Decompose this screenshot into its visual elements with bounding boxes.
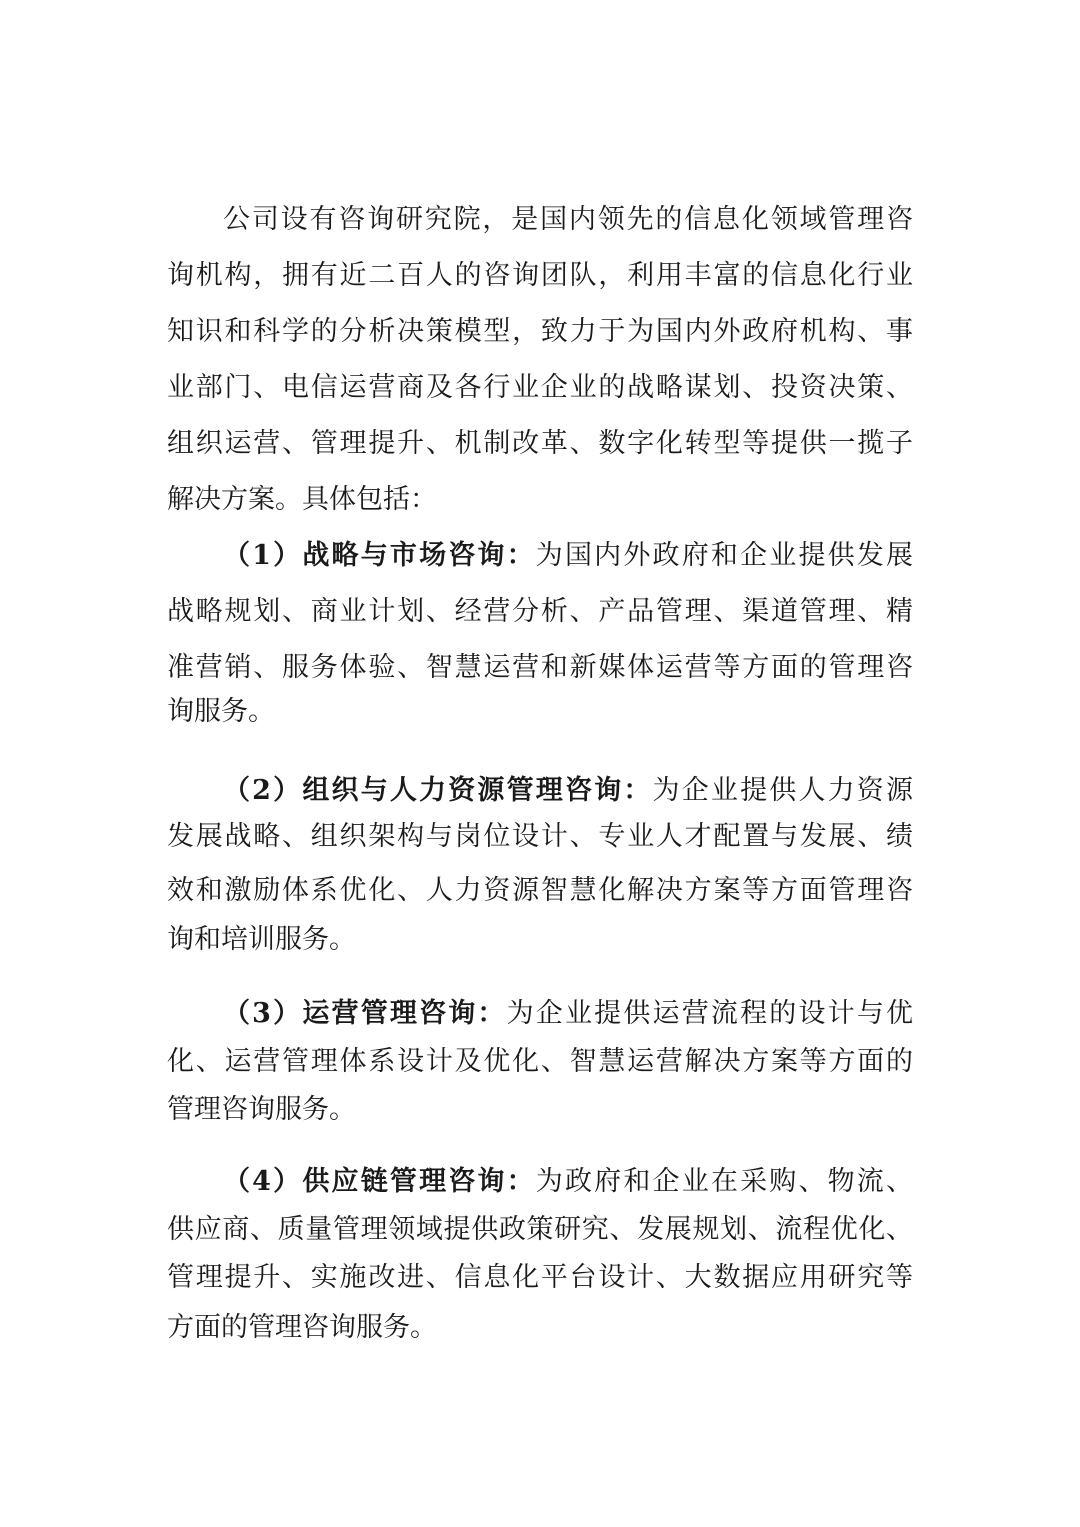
intro-line-2: 询机构，拥有近二百人的咨询团队，利用丰富的信息化行业 [167, 260, 913, 291]
item-3-line-3: 管理咨询服务。 [167, 1094, 356, 1125]
item-4-line-3: 管理提升、实施改进、信息化平台设计、大数据应用研究等 [167, 1262, 913, 1293]
item-4-first-text: 为政府和企业在采购、物流、 [535, 1166, 913, 1197]
item-2-first-text: 为企业提供人力资源 [652, 775, 913, 806]
intro-line-5: 组织运营、管理提升、机制改革、数字化转型等提供一揽子 [167, 428, 913, 459]
item-3-first-line [223, 992, 913, 1036]
intro-line-3: 知识和科学的分析决策模型，致力于为国内外政府机构、事 [167, 316, 913, 347]
item-1-first-text: 为国内外政府和企业提供发展 [535, 540, 913, 571]
item-1-line-2: 战略规划、商业计划、经营分析、产品管理、渠道管理、精 [167, 596, 913, 627]
item-3-first-text: 为企业提供运营流程的设计与优 [506, 998, 913, 1029]
item-1-heading: （1）战略与市场咨询： [223, 540, 536, 571]
item-2-line-3: 效和激励体系优化、人力资源智慧化解决方案等方面管理咨 [167, 875, 913, 906]
item-2-heading: （2）组织与人力资源管理咨询： [223, 775, 653, 806]
item-1-line-4: 询服务。 [167, 696, 275, 727]
item-2-line-2: 发展战略、组织架构与岗位设计、专业人才配置与发展、绩 [167, 821, 913, 852]
intro-line-6: 解决方案。具体包括： [167, 484, 437, 515]
item-3-line-2: 化、运营管理体系设计及优化、智慧运营解决方案等方面的 [167, 1046, 913, 1077]
item-4-line-4: 方面的管理咨询服务。 [167, 1312, 437, 1343]
intro-line-1: 公司设有咨询研究院，是国内领先的信息化领域管理咨 [223, 204, 913, 235]
item-2-line-4: 询和培训服务。 [167, 924, 356, 955]
item-4-heading: （4）供应链管理咨询： [223, 1166, 536, 1197]
item-4-line-2: 供应商、质量管理领域提供政策研究、发展规划、流程优化、 [167, 1214, 913, 1245]
item-4-first-line [223, 1160, 913, 1204]
item-1-first-line [223, 534, 913, 578]
item-3-heading: （3）运营管理咨询： [223, 998, 507, 1029]
intro-line-4: 业部门、电信运营商及各行业企业的战略谋划、投资决策、 [167, 372, 913, 403]
item-2-first-line [223, 769, 913, 813]
item-1-line-3: 准营销、服务体验、智慧运营和新媒体运营等方面的管理咨 [167, 652, 913, 683]
